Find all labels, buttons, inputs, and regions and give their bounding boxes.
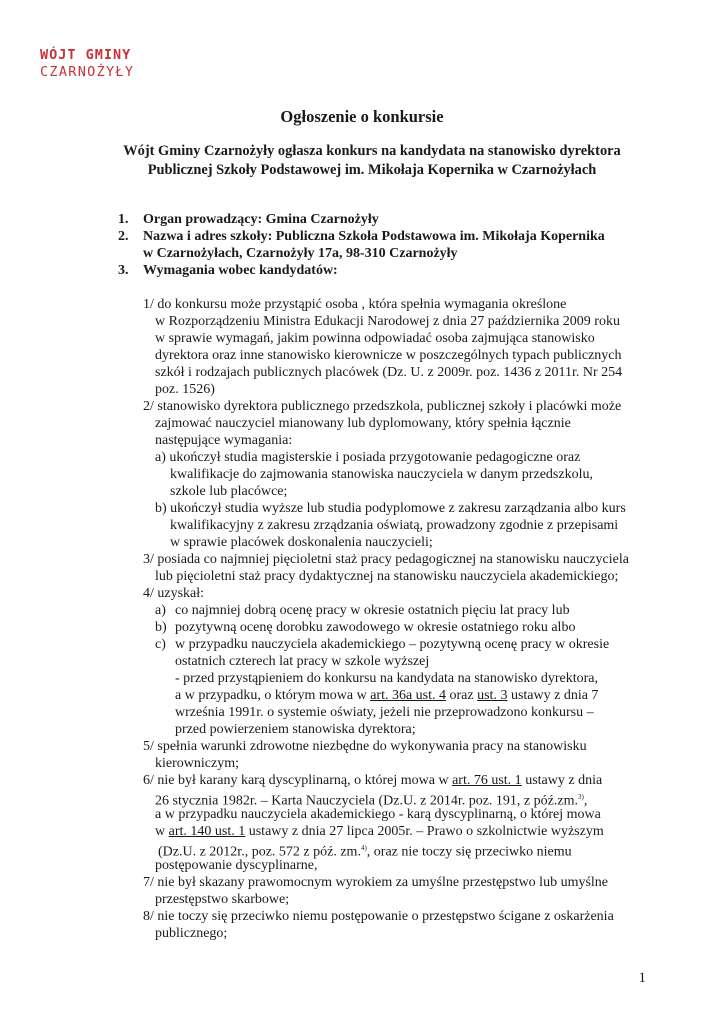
section-2-line-1: Nazwa i adres szkoły: Publiczna Szkoła Podstawowa im. Mikołaja Kopernika <box>143 229 605 244</box>
section-1-number: 1. <box>118 212 129 227</box>
text-span: 6/ nie był karany karą dyscyplinarną, o której mowa w <box>143 773 453 788</box>
text-span: ustawy z dnia 7 <box>507 688 599 703</box>
req-1-line: dyrektora oraz inne stanowisko kierownicze w poszczególnych typach publicznych <box>155 348 622 363</box>
req-4-c-line: września 1991r. o systemie oświaty, jeżeli nie przeprowadzono konkursu – <box>175 705 594 720</box>
req-1-line: poz. 1526) <box>155 382 215 397</box>
link-ust-3[interactable]: ust. 3 <box>477 688 508 703</box>
req-4-head: 4/ uzyskał: <box>143 586 205 601</box>
req-6-line <box>143 772 602 789</box>
section-3-number: 3. <box>118 263 129 278</box>
req-5-line: kierowniczym; <box>155 756 239 771</box>
req-3-line: lub pięcioletni staż pracy dydaktycznej na stanowisku nauczyciela akademickiego; <box>155 569 619 584</box>
text-span: (Dz.U. z 2012r., poz. 572 z póź. zm. <box>158 844 361 860</box>
req-2-item-a-cont: szkole lub placówce; <box>170 484 288 499</box>
req-1-line: w sprawie wymagań, jakim powinna odpowiadać osoba zajmująca stanowisko <box>155 331 595 346</box>
req-1-line: w Rozporządzeniu Ministra Edukacji Narodowej z dnia 27 października 2009 roku <box>155 314 620 329</box>
req-4-c-line: w przypadku nauczyciela akademickiego – pozytywną ocenę pracy w okresie <box>175 637 610 652</box>
req-4-b-label: b) <box>155 620 167 635</box>
footnote-ref: 4) <box>360 844 367 852</box>
req-2-item-b-cont: kwalifikacyjny z zakresu zrządzania oświatą, prowadzony zgodnie z przepisami <box>170 518 619 533</box>
section-2-line-2: w Czarnożyłach, Czarnożyły 17a, 98-310 Czarnożyły <box>143 246 458 261</box>
req-3-line: 3/ posiada co najmniej pięcioletni staż pracy pedagogicznej na stanowisku nauczyciela <box>143 552 629 567</box>
link-art-76[interactable]: art. 76 ust. 1 <box>452 773 522 788</box>
subtitle-line-1: Wójt Gminy Czarnożyły ogłasza konkurs na kandydata na stanowisko dyrektora <box>123 143 621 159</box>
req-8-line: 8/ nie toczy się przeciwko niemu postępowanie o przestępstwo ścigane z oskarżenia <box>143 909 614 924</box>
req-8-line: publicznego; <box>155 926 228 941</box>
req-4-c-line: ostatnich czterech lat pracy w szkole wyższej <box>175 654 430 669</box>
req-6-line: postępowanie dyscyplinarne, <box>155 858 318 873</box>
stamp <box>40 47 134 81</box>
stamp-line-1: WÓJT GMINY <box>40 47 132 63</box>
text-span: a w przypadku, o którym mowa w <box>175 688 371 703</box>
subtitle <box>100 142 644 180</box>
section-3-text: Wymagania wobec kandydatów: <box>143 263 338 278</box>
req-2-line: zajmować nauczyciel mianowany lub dyplomowany, który spełnia łącznie <box>155 416 571 431</box>
req-4-c-line: - przed przystąpieniem do konkursu na kandydata na stanowisko dyrektora, <box>175 671 598 686</box>
text-span: ustawy z dnia <box>521 773 603 788</box>
req-4-a-text: co najmniej dobrą ocenę pracy w okresie ostatnich pięciu lat pracy lub <box>175 603 570 618</box>
page-title: Ogłoszenie o konkursie <box>280 107 444 126</box>
req-6-line: a w przypadku nauczyciela akademickiego - karą dyscyplinarną, o której mowa <box>155 807 601 822</box>
text-span: oraz <box>446 688 478 703</box>
page-number: 1 <box>638 970 646 986</box>
section-1-text: Organ prowadzący: Gmina Czarnożyły <box>143 212 379 227</box>
subtitle-line-2: Publicznej Szkoły Podstawowej im. Mikołaja Kopernika w Czarnożyłach <box>147 162 597 178</box>
req-4-c-line <box>175 687 598 704</box>
req-4-c-line: przed powierzeniem stanowiska dyrektora; <box>175 722 416 737</box>
req-1-line: 1/ do konkursu może przystąpić osoba , która spełnia wymagania określone <box>143 297 567 312</box>
stamp-line-2: CZARNOŻYŁY <box>40 64 135 80</box>
req-4-a-label: a) <box>155 603 166 618</box>
req-4-b-text: pozytywną ocenę dorobku zawodowego w okresie ostatniego roku albo <box>175 620 576 635</box>
req-2-item-b: b) ukończył studia wyższe lub studia podyplomowe z zakresu zarządzania albo kurs <box>155 501 626 516</box>
text-span: 26 stycznia 1982r. – Karta Nauczyciela (Dz.U. z 2014r. poz. 191, z póź.zm. <box>155 793 578 809</box>
req-4-c-label: c) <box>155 637 166 652</box>
req-2-line: 2/ stanowisko dyrektora publicznego przedszkola, publicznej szkoły i placówki może <box>143 399 622 414</box>
link-art-36a[interactable]: art. 36a ust. 4 <box>370 688 447 703</box>
req-2-item-b-cont: w sprawie placówek doskonalenia nauczycieli; <box>170 535 433 550</box>
link-art-140[interactable]: art. 140 ust. 1 <box>168 824 246 839</box>
req-2-item-a: a) ukończył studia magisterskie i posiada przygotowanie pedagogiczne oraz <box>155 450 581 465</box>
req-1-line: szkół i rodzajach publicznych placówek (Dz. U. z 2009r. poz. 1436 z 2011r. Nr 254 <box>155 365 623 380</box>
req-2-line: następujące wymagania: <box>155 433 293 448</box>
req-7-line: 7/ nie był skazany prawomocnym wyrokiem za umyślne przestępstwo lub umyślne <box>143 875 609 890</box>
text-span: w <box>155 824 169 839</box>
text-span: , oraz nie toczy się przeciwko niemu <box>366 844 572 860</box>
req-2-item-a-cont: kwalifikacje do zajmowania stanowiska nauczyciela w danym przedszkolu, <box>170 467 593 482</box>
req-6-line <box>155 823 604 840</box>
req-5-line: 5/ spełnia warunki zdrowotne niezbędne do wykonywania pracy na stanowisku <box>143 739 587 754</box>
req-7-line: przestępstwo skarbowe; <box>155 892 290 907</box>
section-2-number: 2. <box>118 229 129 244</box>
text-span: , <box>583 793 588 809</box>
footnote-ref: 3) <box>577 793 584 801</box>
text-span: ustawy z dnia 27 lipca 2005r. – Prawo o szkolnictwie wyższym <box>245 824 604 839</box>
